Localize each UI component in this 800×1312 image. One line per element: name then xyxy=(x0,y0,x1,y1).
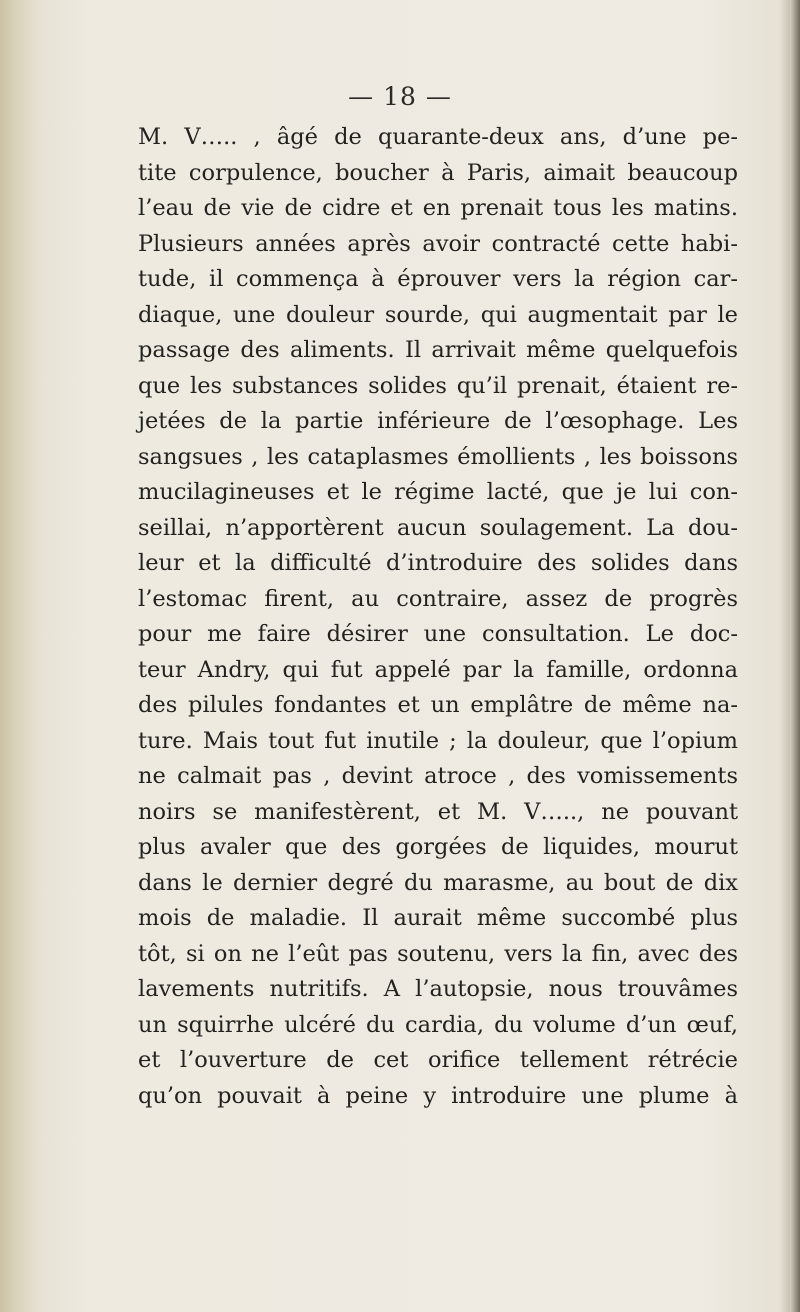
text-line: mois de maladie. Il aurait même succombé plus xyxy=(138,905,738,931)
text-line: Plusieurs années après avoir contracté cette habi- xyxy=(138,230,738,257)
text-line: jetées de la partie inférieure de l’œsophage. Les xyxy=(138,408,738,434)
text-line: seillai, n’apportèrent aucun soulagement. La dou- xyxy=(138,514,738,541)
text-line: qu’on pouvait à peine y introduire une plume à xyxy=(138,1082,738,1109)
text-line: noirs se manifestèrent, et M. V….., ne pouvant xyxy=(138,798,738,825)
text-line: dans le dernier degré du marasme, au bout de dix xyxy=(138,869,738,896)
body-text xyxy=(138,120,738,1114)
text-line: lavements nutritifs. A l’autopsie, nous trouvâmes xyxy=(138,976,738,1002)
text-line: pour me faire désirer une consultation. Le doc- xyxy=(138,621,738,647)
page-number-header: — 18 — xyxy=(348,82,452,111)
text-line: tude, il commença à éprouver vers la région car- xyxy=(138,266,738,292)
text-line: diaque, une douleur sourde, qui augmentait par le xyxy=(138,301,738,328)
text-line: des pilules fondantes et un emplâtre de même na- xyxy=(138,692,738,718)
page-gutter xyxy=(0,0,36,1312)
text-line: ne calmait pas , devint atroce , des vomissements xyxy=(138,763,738,789)
text-line: un squirrhe ulcéré du cardia, du volume d’un œuf, xyxy=(138,1011,738,1038)
text-line: leur et la difficulté d’introduire des solides dans xyxy=(138,550,738,576)
text-line: teur Andry, qui fut appelé par la famille, ordonna xyxy=(138,656,738,683)
text-line: et l’ouverture de cet orifice tellement rétrécie xyxy=(138,1047,738,1073)
text-line: sangsues , les cataplasmes émollients , les boissons xyxy=(138,443,738,470)
text-line: l’estomac firent, au contraire, assez de progrès xyxy=(138,585,738,612)
text-line: M. V….. , âgé de quarante-deux ans, d’une pe- xyxy=(138,124,738,150)
text-line: l’eau de vie de cidre et en prenait tous les matins. xyxy=(138,195,738,221)
text-line: tôt, si on ne l’eût pas soutenu, vers la fin, avec des xyxy=(138,940,738,967)
page-edge xyxy=(790,0,800,1312)
text-line: ture. Mais tout fut inutile ; la douleur, que l’opium xyxy=(138,727,738,754)
text-line: tite corpulence, boucher à Paris, aimait beaucoup xyxy=(138,159,738,186)
text-line: passage des aliments. Il arrivait même quelquefois xyxy=(138,337,738,363)
text-line: que les substances solides qu’il prenait, étaient re- xyxy=(138,372,738,399)
text-line: plus avaler que des gorgées de liquides, mourut xyxy=(138,834,738,860)
text-line: mucilagineuses et le régime lacté, que je lui con- xyxy=(138,479,738,505)
